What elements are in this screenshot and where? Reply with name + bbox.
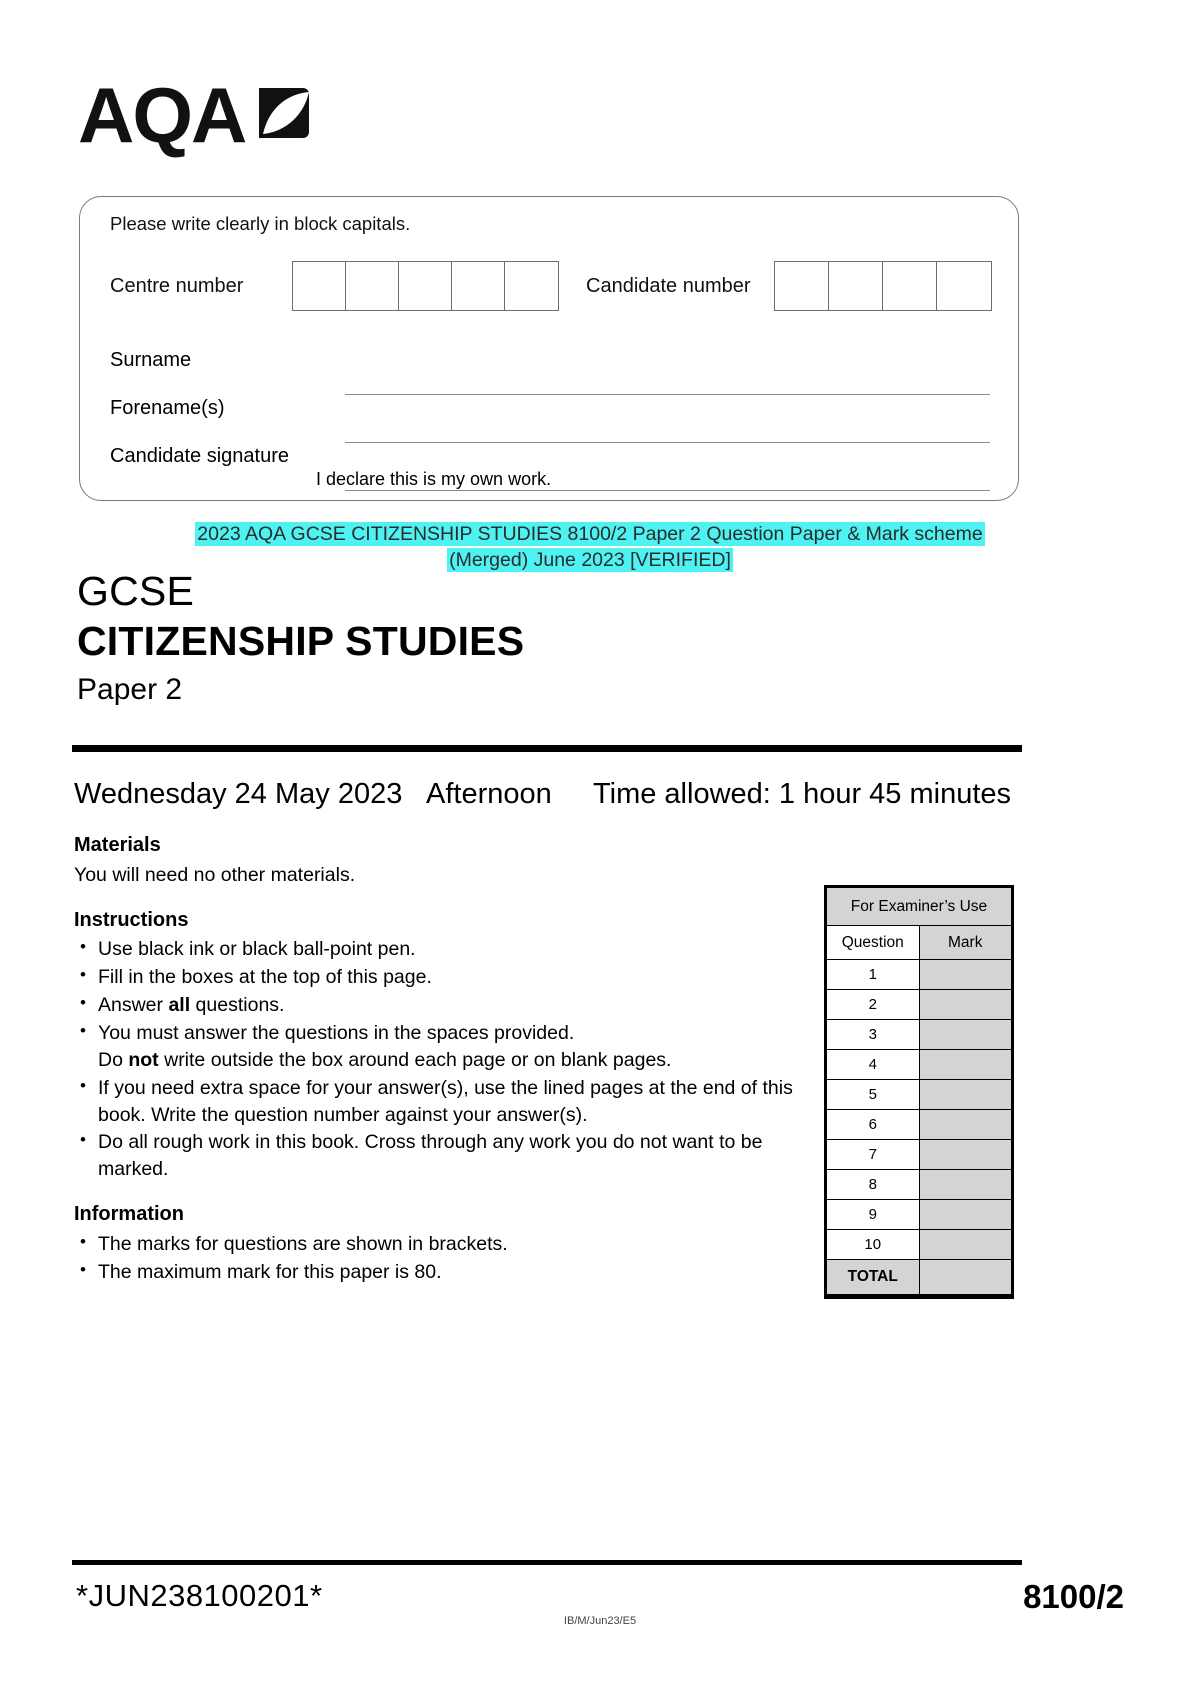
table-row bbox=[827, 1140, 1012, 1170]
list-item bbox=[74, 964, 804, 991]
header-divider bbox=[72, 745, 1022, 752]
instruction-text: write outside the box around each page or on blank pages. bbox=[158, 1048, 672, 1071]
question-number: 9 bbox=[827, 1200, 920, 1230]
candidate-number-input[interactable] bbox=[774, 261, 992, 311]
aqa-logo bbox=[78, 71, 315, 159]
number-row bbox=[110, 259, 990, 315]
centre-number-cell[interactable] bbox=[452, 262, 505, 310]
instruction-text: Do all rough work in this book. Cross through any work you do not want to be marked. bbox=[98, 1131, 763, 1181]
candidate-signature-field[interactable] bbox=[345, 490, 990, 491]
barcode-text: *JUN238100201* bbox=[76, 1578, 323, 1613]
question-number: 5 bbox=[827, 1080, 920, 1110]
banner-line-1: 2023 AQA GCSE CITIZENSHIP STUDIES 8100/2 Paper 2 Question Paper & Mark scheme bbox=[197, 523, 983, 545]
centre-number-input[interactable] bbox=[292, 261, 559, 311]
mark-cell[interactable] bbox=[919, 1200, 1012, 1230]
exam-date: Wednesday 24 May 2023 bbox=[74, 778, 403, 810]
question-number: 10 bbox=[827, 1230, 920, 1260]
instruction-text: questions. bbox=[190, 993, 285, 1016]
instruction-text: You must answer the questions in the spaces provided. bbox=[98, 1021, 575, 1044]
surname-row bbox=[110, 349, 990, 395]
mark-cell[interactable] bbox=[919, 990, 1012, 1020]
total-mark-cell[interactable] bbox=[919, 1260, 1012, 1296]
table-row bbox=[827, 1200, 1012, 1230]
information-text: The maximum mark for this paper is 80. bbox=[98, 1260, 442, 1283]
instruction-emphasis: all bbox=[168, 993, 191, 1016]
forenames-field[interactable] bbox=[345, 442, 990, 443]
examiner-col-mark: Mark bbox=[919, 926, 1012, 960]
table-row bbox=[827, 1170, 1012, 1200]
question-number: 7 bbox=[827, 1140, 920, 1170]
candidate-number-cell[interactable] bbox=[883, 262, 937, 310]
examiner-table-title: For Examiner’s Use bbox=[827, 888, 1012, 926]
list-item bbox=[74, 1259, 804, 1286]
exam-session: Afternoon bbox=[426, 778, 552, 810]
mark-cell[interactable] bbox=[919, 1020, 1012, 1050]
candidate-number-cell[interactable] bbox=[775, 262, 829, 310]
exam-time-allowed: Time allowed: 1 hour 45 minutes bbox=[593, 778, 1012, 810]
materials-heading: Materials bbox=[74, 834, 161, 856]
declaration-text: I declare this is my own work. bbox=[316, 469, 552, 489]
candidate-number-cell[interactable] bbox=[937, 262, 991, 310]
exam-datetime-row bbox=[74, 778, 1024, 811]
table-row bbox=[827, 960, 1012, 990]
information-text: The marks for questions are shown in brackets. bbox=[98, 1232, 508, 1255]
information-list bbox=[74, 1231, 804, 1286]
centre-number-cell[interactable] bbox=[346, 262, 399, 310]
candidate-number-label: Candidate number bbox=[586, 275, 751, 297]
question-number: 4 bbox=[827, 1050, 920, 1080]
subject-title: CITIZENSHIP STUDIES bbox=[77, 618, 525, 664]
table-row-total bbox=[827, 1260, 1012, 1296]
instruction-text: Do bbox=[98, 1048, 129, 1071]
candidate-signature-label: Candidate signature bbox=[110, 445, 290, 467]
mark-cell[interactable] bbox=[919, 1080, 1012, 1110]
instruction-text: Fill in the boxes at the top of this page. bbox=[98, 966, 432, 988]
list-item bbox=[74, 1231, 804, 1258]
surname-field[interactable] bbox=[345, 394, 990, 395]
surname-label: Surname bbox=[110, 349, 192, 371]
materials-body: You will need no other materials. bbox=[74, 863, 356, 886]
table-row bbox=[827, 1050, 1012, 1080]
examiner-use-table bbox=[824, 885, 1014, 1299]
question-number: 3 bbox=[827, 1020, 920, 1050]
centre-number-label: Centre number bbox=[110, 275, 244, 297]
footer-divider bbox=[72, 1560, 1022, 1565]
instruction-text: If you need extra space for your answer(s), use the lined pages at the end of this book. Write the question number against your answer(s). bbox=[98, 1076, 793, 1126]
list-item bbox=[74, 1020, 804, 1074]
banner-line-2: (Merged) June 2023 [VERIFIED] bbox=[449, 548, 731, 571]
question-number: 6 bbox=[827, 1110, 920, 1140]
mark-cell[interactable] bbox=[919, 1140, 1012, 1170]
table-row bbox=[827, 1080, 1012, 1110]
table-row bbox=[827, 1020, 1012, 1050]
mark-cell[interactable] bbox=[919, 1110, 1012, 1140]
instructions-heading: Instructions bbox=[74, 908, 189, 931]
candidate-details-box bbox=[79, 196, 1019, 501]
instructions-list bbox=[74, 936, 804, 1183]
instruction-subline bbox=[98, 1047, 804, 1074]
centre-number-cell[interactable] bbox=[399, 262, 452, 310]
table-row bbox=[827, 990, 1012, 1020]
question-number: 1 bbox=[827, 960, 920, 990]
instruction-text: Answer bbox=[98, 993, 169, 1016]
print-code: IB/M/Jun23/E5 bbox=[563, 1615, 637, 1627]
forenames-label: Forename(s) bbox=[110, 397, 225, 419]
question-number: 2 bbox=[827, 990, 920, 1020]
information-heading: Information bbox=[74, 1203, 184, 1226]
list-item bbox=[74, 936, 804, 963]
question-number: 8 bbox=[827, 1170, 920, 1200]
leaf-mark-icon bbox=[253, 82, 315, 149]
mark-cell[interactable] bbox=[919, 1050, 1012, 1080]
block-capitals-note: Please write clearly in block capitals. bbox=[110, 213, 411, 234]
table-row bbox=[827, 1110, 1012, 1140]
list-item bbox=[74, 1075, 804, 1129]
qualification-title: GCSE bbox=[77, 568, 194, 614]
candidate-number-cell[interactable] bbox=[829, 262, 883, 310]
paper-code: 8100/2 bbox=[1023, 1578, 1124, 1615]
instruction-emphasis: not bbox=[128, 1048, 159, 1071]
centre-number-cell[interactable] bbox=[293, 262, 346, 310]
centre-number-cell[interactable] bbox=[505, 262, 558, 310]
paper-title: Paper 2 bbox=[77, 673, 183, 706]
highlight-banner bbox=[160, 522, 1020, 573]
examiner-col-question: Question bbox=[827, 926, 920, 960]
forenames-row bbox=[110, 397, 990, 443]
total-label: TOTAL bbox=[827, 1260, 920, 1296]
mark-cell[interactable] bbox=[919, 1170, 1012, 1200]
instructions-column bbox=[74, 832, 804, 1287]
table-row bbox=[827, 1230, 1012, 1260]
aqa-logo-text: AQA bbox=[78, 71, 246, 159]
mark-cell[interactable] bbox=[919, 1230, 1012, 1260]
list-item bbox=[74, 992, 804, 1019]
list-item bbox=[74, 1129, 804, 1183]
mark-cell[interactable] bbox=[919, 960, 1012, 990]
instruction-text: Use black ink or black ball-point pen. bbox=[98, 938, 416, 961]
